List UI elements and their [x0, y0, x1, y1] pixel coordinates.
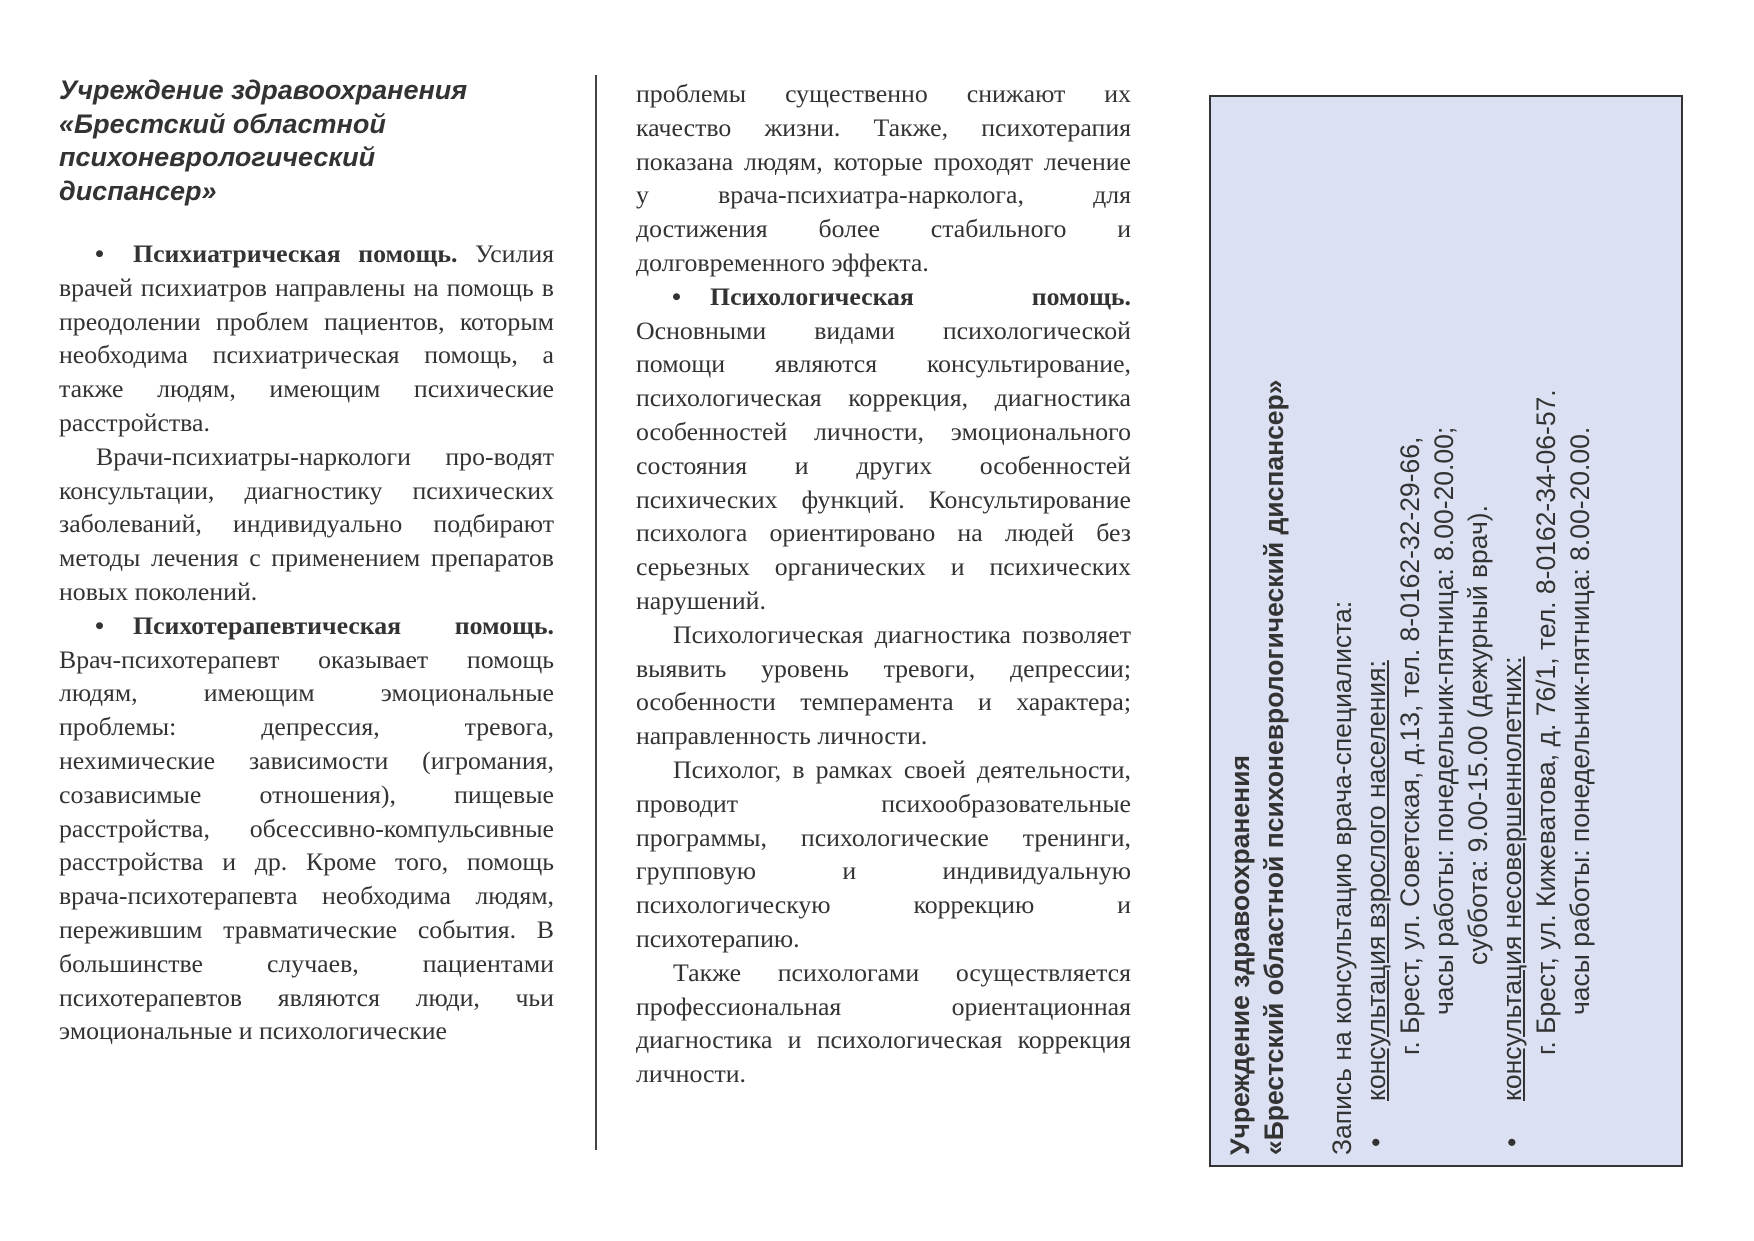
info-address-minors: г. Брест, ул. Кижеватова, д. 76/1, тел. 8-0162-34-06-57.	[1531, 389, 1561, 1055]
info-label-adults: консультация взрослого населения:	[1361, 660, 1391, 1101]
org-title-line-2: «Брестский областной	[59, 108, 386, 139]
bullet: •	[1361, 1137, 1391, 1147]
section-text-psychotherapy: Врач-психотерапевт оказывает помощь людям, имеющим эмоциональные проблемы: депрессия, тревога, нехимические зависимости (игромания, созависимые отношения), пищевые расстройства, обсессивно-компульсивные расстройства и др. Кроме того, помощь врача-психотерапевта необходима людям, пережившим травматические события. В большинстве случаев, пациентами психотерапевтов являются люди, чьи эмоциональные и психологические	[59, 644, 554, 1046]
info-hours-minors: часы работы: понедельник-пятница: 8.00-20.00.	[1565, 426, 1595, 1015]
section-heading-psychotherapy: Психотерапевтическая помощь.	[133, 610, 554, 640]
section-psychotherapy	[59, 609, 554, 1048]
section-heading-psychological: Психологическая помощь.	[710, 281, 1131, 311]
left-column	[59, 74, 554, 1048]
info-title-line-2: «Брестский областной психоневрологический диспансер»	[1259, 379, 1289, 1155]
info-lead: Запись на консультацию врача-специалиста:	[1327, 600, 1357, 1155]
paragraph-orientation: Также психологами осуществляется профессиональная ориентационная диагностика и психологическая коррекция личности.	[636, 957, 1131, 1089]
contact-info-box	[1209, 95, 1683, 1167]
info-hours-adults: часы работы: понедельник-пятница: 8.00-20.00;	[1429, 426, 1459, 1015]
section-text-psychiatric: Усилия врачей психиатров направлены на помощь в преодолении проблем пациентов, которым необходима психиатрическая помощь, а также людям, имеющим психические расстройства.	[59, 239, 554, 437]
info-item-adults	[1359, 113, 1393, 1155]
section-psychiatric	[59, 237, 554, 440]
paragraph-diagnostics: Психологическая диагностика позволяет выявить уровень тревоги, депрессии; особенности темперамента и характера; направленность личности.	[636, 619, 1131, 751]
middle-column	[636, 77, 1131, 1091]
column-divider	[595, 75, 597, 1150]
section-psychological	[636, 280, 1131, 618]
contact-info-rotated	[1211, 97, 1683, 1167]
org-title-line-4: диспансер»	[59, 175, 217, 206]
org-title	[59, 74, 554, 208]
bullet: •	[95, 610, 105, 640]
org-title-line-1: Учреждение здравоохранения	[59, 75, 468, 105]
info-saturday-adults: суббота: 9.00-15.00 (дежурный врач).	[1463, 505, 1493, 965]
bullet: •	[1497, 1137, 1527, 1147]
paragraph-psychologist: Психолог, в рамках своей деятельности, проводит психообразовательные программы, психологические тренинги, групповую и индивидуальную психологическую коррекцию и психотерапию.	[636, 754, 1131, 953]
section-text-psychological: Основными видами психологической помощи являются консультирование, психологическая коррекция, диагностика особенностей личности, эмоционального состояния и других особенностей психических функций. Консультирование психолога ориентировано на людей без серьезных органических и психических нарушений.	[636, 315, 1131, 615]
org-title-line-3: психоневрологический	[59, 142, 376, 172]
bullet: •	[672, 281, 682, 311]
info-item-minors	[1495, 113, 1529, 1155]
info-title-line-1: Учреждение здравоохранения	[1225, 755, 1255, 1155]
paragraph-psychiatrists: Врачи-психиатры-наркологи про-водят консультации, диагностику психических заболеваний, индивидуально подбирают методы лечения с применением препаратов новых поколений.	[59, 441, 554, 606]
bullet: •	[95, 239, 105, 268]
section-heading-psychiatric: Психиатрическая помощь.	[133, 239, 458, 268]
paragraph-continuation: проблемы существенно снижают их качество жизни. Также, психотерапия показана людям, которые проходят лечение у врача-психиатра-нарколога, для достижения более стабильного и долговременного эффекта.	[636, 79, 1131, 277]
info-address-adults: г. Брест, ул. Советская, д.13, тел. 8-0162-32-29-66,	[1395, 436, 1425, 1055]
info-label-minors: консультация несовершеннолетних:	[1497, 656, 1527, 1101]
